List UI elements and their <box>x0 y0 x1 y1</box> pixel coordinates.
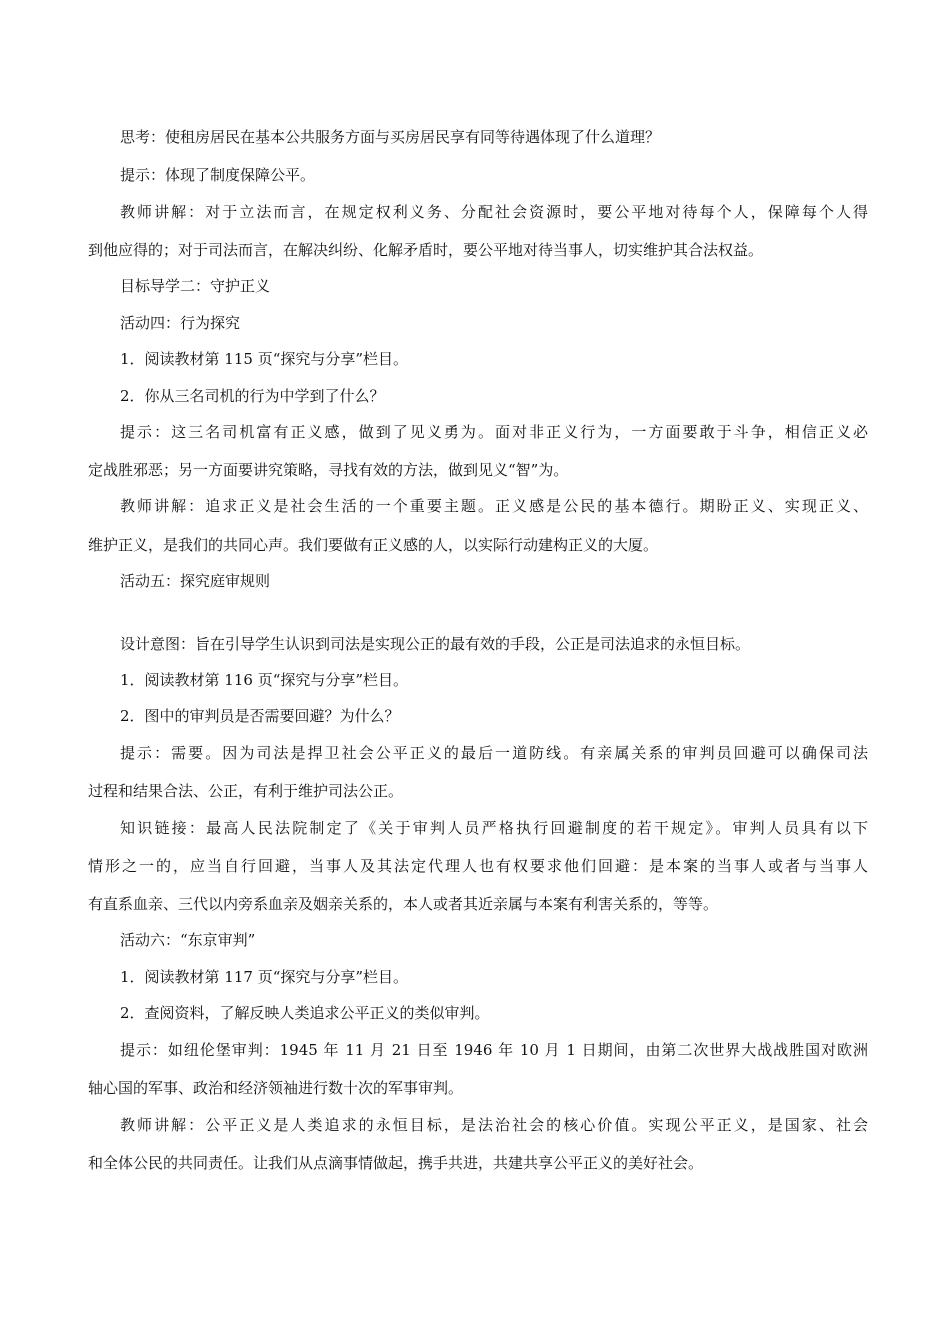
activity-heading: 活动四：行为探究 <box>120 314 241 332</box>
hint-paragraph-line: 过程和结果合法、公正，有利于维护司法公正。 <box>88 782 404 800</box>
teacher-explanation-line: 维护正义，是我们的共同心声。我们要做有正义感的人，以实际行动建构正义的大厦。 <box>88 536 659 554</box>
numbered-item: 2．你从三名司机的行为中学到了什么？ <box>120 387 385 405</box>
design-intent: 设计意图：旨在引导学生认识到司法是实现公正的最有效的手段，公正是司法追求的永恒目标。 <box>120 635 751 653</box>
knowledge-link-line: 情形之一的，应当自行回避，当事人及其法定代理人也有权要求他们回避：是本案的当事人或者与当事人 <box>88 857 868 875</box>
activity-heading: 活动五：探究庭审规则 <box>120 572 271 590</box>
numbered-item: 1．阅读教材第 117 页“探究与分享”栏目。 <box>120 968 409 986</box>
teacher-explanation-line: 和全体公民的共同责任。让我们从点滴事情做起，携手共进，共建共享公平正义的美好社会。 <box>88 1154 704 1172</box>
numbered-item: 1．阅读教材第 115 页“探究与分享”栏目。 <box>120 350 409 368</box>
numbered-item: 2．图中的审判员是否需要回避？为什么？ <box>120 707 400 725</box>
hint-paragraph-line: 提示：如纽伦堡审判：1945 年 11 月 21 日至 1946 年 10 月 1 日期间，由第二次世界大战战胜国对欧洲 <box>120 1041 868 1059</box>
hint-paragraph-line: 定战胜邪恶；另一方面要讲究策略，寻找有效的方法，做到见义“智”为。 <box>88 461 569 479</box>
teacher-explanation-line: 教师讲解：公平正义是人类追求的永恒目标，是法治社会的核心价值。实现公平正义，是国家、社会 <box>120 1116 868 1134</box>
hint-paragraph-line: 提示：这三名司机富有正义感，做到了见义勇为。面对非正义行为，一方面要敢于斗争，相信正义必 <box>120 423 868 441</box>
knowledge-link-line: 有直系血亲、三代以内旁系血亲及姻亲关系的，本人或者其近亲属与本案有利害关系的，等等。 <box>88 895 719 913</box>
think-question: 思考：使租房居民在基本公共服务方面与买房居民享有同等待遇体现了什么道理？ <box>120 128 661 146</box>
numbered-item: 1．阅读教材第 116 页“探究与分享”栏目。 <box>120 671 409 689</box>
section-heading: 目标导学二：守护正义 <box>120 277 271 295</box>
teacher-explanation-line: 到他应得的；对于司法而言，在解决纠纷、化解矛盾时，要公平地对待当事人，切实维护其合法权益。 <box>88 241 764 259</box>
hint-paragraph-line: 轴心国的军事、政治和经济领袖进行数十次的军事审判。 <box>88 1079 464 1097</box>
teacher-explanation-line: 教师讲解：追求正义是社会生活的一个重要主题。正义感是公民的基本德行。期盼正义、实现正义、 <box>120 497 868 515</box>
hint-paragraph: 提示：体现了制度保障公平。 <box>120 166 316 184</box>
hint-paragraph-line: 提示：需要。因为司法是捍卫社会公平正义的最后一道防线。有亲属关系的审判员回避可以确保司法 <box>120 744 868 762</box>
numbered-item: 2．查阅资料，了解反映人类追求公平正义的类似审判。 <box>120 1004 490 1022</box>
knowledge-link-line: 知识链接：最高人民法院制定了《关于审判人员严格执行回避制度的若干规定》。审判人员具有以下 <box>120 819 868 837</box>
teacher-explanation-line: 教师讲解：对于立法而言，在规定权利义务、分配社会资源时，要公平地对待每个人，保障每个人得 <box>120 203 868 221</box>
activity-heading: 活动六：“东京审判” <box>120 931 256 949</box>
